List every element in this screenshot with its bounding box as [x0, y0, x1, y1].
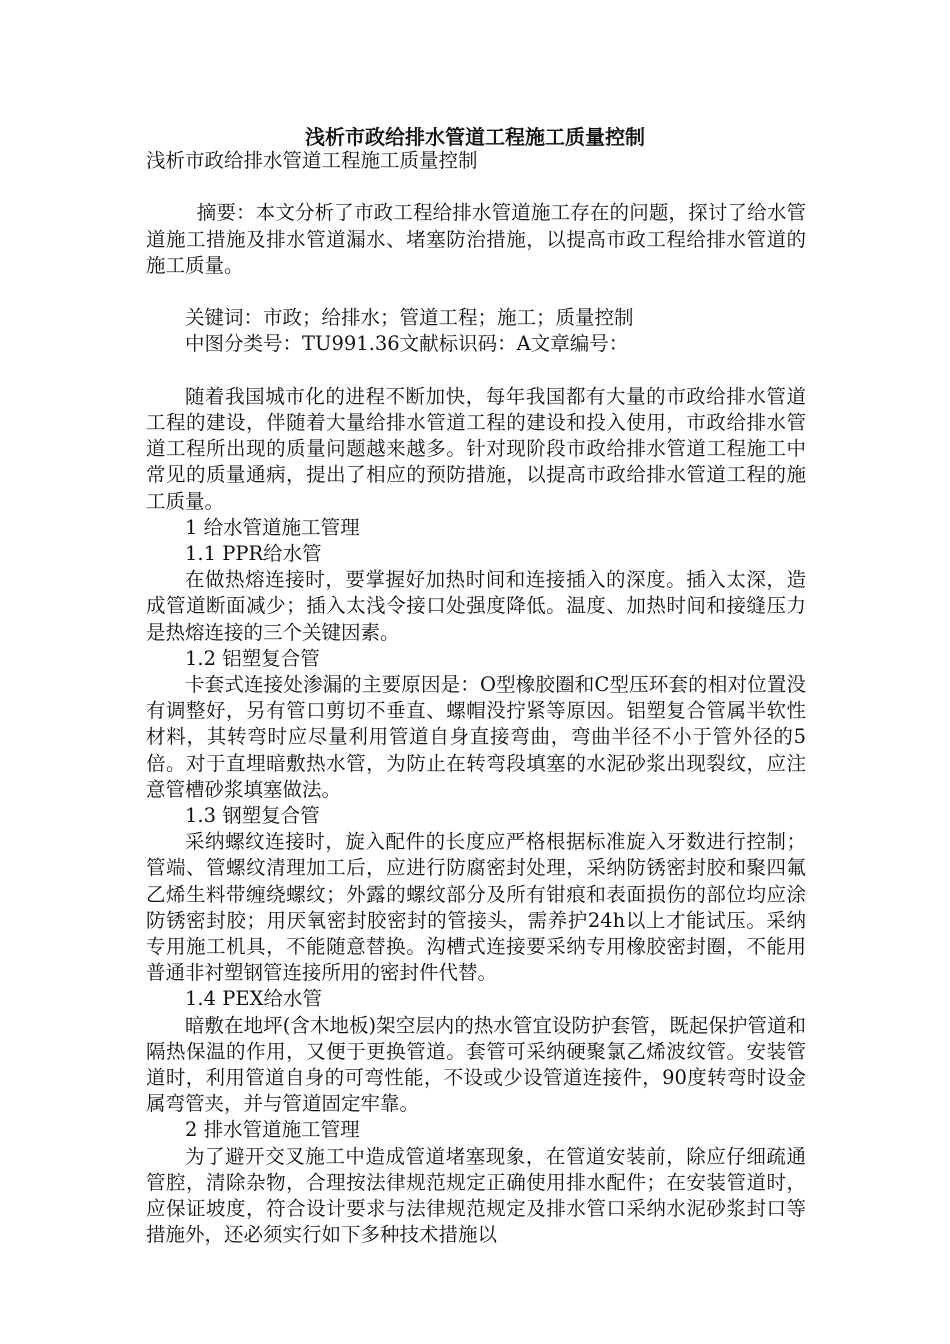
abstract-paragraph: 摘要：本文分析了市政工程给排水管道施工存在的问题，探讨了给水管道施工措施及排水管道漏水、堵塞防治措施，以提高市政工程给排水管道的施工质量。 — [146, 201, 806, 277]
intro-paragraph: 随着我国城市化的进程不断加快，每年我国都有大量的市政给排水管道工程的建设，伴随着大量给排水管道工程的建设和投入使用，市政给排水管道工程所出现的质量问题越来越多。针对现阶段市政给排水管道工程施工中常见的质量通病，提出了相应的预防措施，以提高市政给排水管道工程的施工质量。 — [146, 384, 806, 513]
keywords-line: 关键词：市政；给排水；管道工程；施工；质量控制 — [185, 306, 634, 330]
document-title: 浅析市政给排水管道工程施工质量控制 — [305, 125, 645, 149]
section-1-1-heading: 1.1 PPR给水管 — [185, 542, 322, 565]
section-1-3-heading: 1.3 钢塑复合管 — [185, 804, 320, 828]
section-1-2-heading: 1.2 铝塑复合管 — [185, 646, 320, 670]
spacer — [146, 358, 806, 384]
document-body — [146, 148, 806, 1248]
section-1-3-paragraph: 采纳螺纹连接时，旋入配件的长度应严格根据标准旋入牙数进行控制；管端、管螺纹清理加工后，应进行防腐密封处理，采纳防锈密封胶和聚四氟乙烯生料带缠绕螺纹；外露的螺纹部分及所有钳痕和表面损伤的部位均应涂防锈密封胶；用厌氧密封胶密封的管接头，需养护24h以上才能试压。采纳专用施工机具，不能随意替换。沟槽式连接要采纳专用橡胶密封圈，不能用普通非衬塑钢管连接所用的密封件代替。 — [146, 830, 806, 985]
section-1-4-paragraph: 暗敷在地坪(含木地板)架空层内的热水管宜设防护套管，既起保护管道和隔热保温的作用，又便于更换管道。套管可采纳硬聚氯乙烯波纹管。安装管道时，利用管道自身的可弯性能，不设或少设管道连接件，90度转弯时设金属弯管夹，并与管道固定牢靠。 — [146, 1013, 806, 1116]
section-1-2-paragraph: 卡套式连接处渗漏的主要原因是：O型橡胶圈和C型压环套的相对位置没有调整好，另有管口剪切不垂直、螺帽没拧紧等原因。铝塑复合管属半软性材料，其转弯时应尽量利用管道自身直接弯曲，弯曲半径不小于管外径的5倍。对于直埋暗敷热水管，为防止在转弯段填塞的水泥砂浆出现裂纹，应注意管槽砂浆填塞做法。 — [146, 673, 806, 801]
spacer — [146, 174, 806, 200]
section-2-heading: 2 排水管道施工管理 — [185, 1118, 360, 1142]
document-subtitle: 浅析市政给排水管道工程施工质量控制 — [146, 149, 478, 172]
section-1-heading: 1 给水管道施工管理 — [185, 515, 360, 539]
spacer — [146, 279, 806, 305]
section-2-paragraph: 为了避开交叉施工中造成管道堵塞现象，在管道安装前，除应仔细疏通管腔，清除杂物，合理按法律规范规定正确使用排水配件；在安装管道时，应保证坡度，符合设计要求与法律规范规定及排水管口采纳水泥砂浆封口等措施外，还必须实行如下多种技术措施以 — [146, 1144, 806, 1247]
classification-line: 中图分类号：TU991.36文献标识码：A文章编号： — [185, 332, 629, 356]
section-1-1-paragraph: 在做热熔连接时，要掌握好加热时间和连接插入的深度。插入太深，造成管道断面减少；插入太浅令接口处强度降低。温度、加热时间和接缝压力是热熔连接的三个关键因素。 — [146, 568, 806, 644]
section-1-4-heading: 1.4 PEX给水管 — [185, 987, 322, 1011]
